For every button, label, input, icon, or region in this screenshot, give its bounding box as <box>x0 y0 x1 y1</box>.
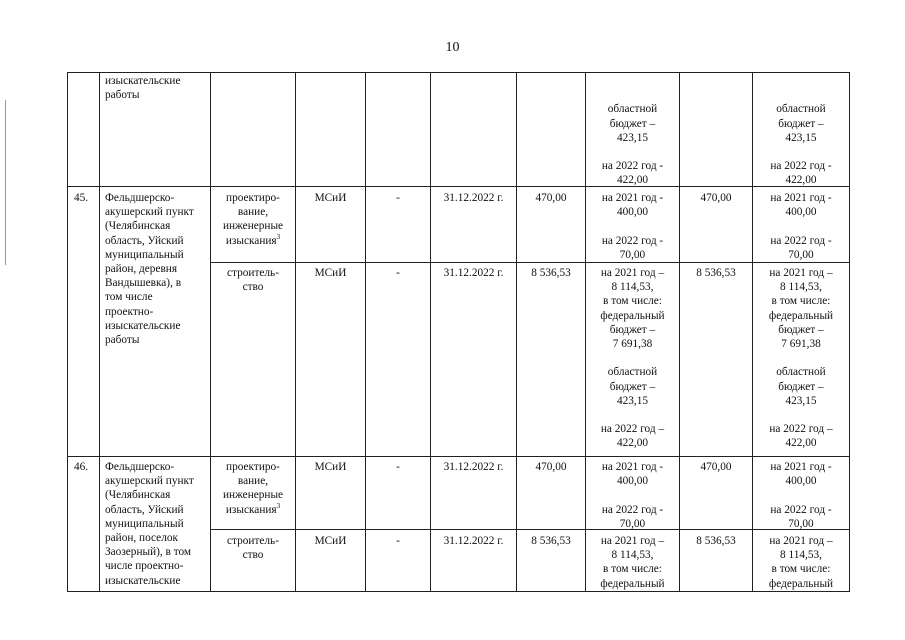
responsible-46-design: МСиИ <box>314 461 347 473</box>
financing-45-design: на 2021 год - 400,00 на 2022 год - 70,00 <box>601 192 664 261</box>
row-number-45: 45. <box>74 192 89 204</box>
footnote-marker: 3 <box>276 501 281 510</box>
col-line-5 <box>365 72 366 592</box>
work-type-label: проектиро- вание, инженерные изыскания <box>222 461 284 516</box>
work-type-45-construction: строитель- ство <box>227 267 279 294</box>
limit-detail-46-construction: на 2021 год – 8 114,53, в том числе: федеральный <box>768 535 834 590</box>
deadline-46-construction: 31.12.2022 г. <box>443 535 504 547</box>
col-line-11 <box>849 72 850 592</box>
col-line-7 <box>516 72 517 592</box>
responsible-45-construction: МСиИ <box>314 267 347 279</box>
limit-detail-46-design: на 2021 год - 400,00 на 2022 год - 70,00 <box>770 461 832 530</box>
financing-45-construction: на 2021 год – 8 114,53, в том числе: федеральный бюджет – 7 691,38 областной бюджет – 423,15 на 2022 год – 422,00 <box>600 267 665 450</box>
limit-45-construction: 8 536,53 <box>696 267 736 279</box>
col-line-9 <box>679 72 680 592</box>
financing-46-construction: на 2021 год – 8 114,53, в том числе: федеральный <box>600 535 665 590</box>
continuation-financing-cell: областной бюджет – 423,15 на 2022 год - 422,00 <box>601 103 664 187</box>
table-bottom-border <box>67 591 850 592</box>
stage-separator-45 <box>210 262 850 263</box>
object-name-45: Фельдшерско- акушерский пункт (Челябинская область, Уйский муниципальный район, деревня Вандышевка), в том числе проектно- изыскательские работы <box>105 192 194 347</box>
work-type-46-design <box>211 460 295 517</box>
limit-46-design: 470,00 <box>700 461 732 473</box>
continuation-limit-detail-cell: областной бюджет – 423,15 на 2022 год - 422,00 <box>770 103 832 187</box>
dash-46-design: - <box>396 461 400 473</box>
continuation-object-cell: изыскательские работы <box>105 75 181 102</box>
dash-45-construction: - <box>396 267 400 279</box>
cost-45-construction: 8 536,53 <box>531 267 571 279</box>
limit-45-design: 470,00 <box>700 192 732 204</box>
col-line-4 <box>295 72 296 592</box>
limit-46-construction: 8 536,53 <box>696 535 736 547</box>
deadline-46-design: 31.12.2022 г. <box>443 461 504 473</box>
col-line-6 <box>430 72 431 592</box>
limit-detail-45-design: на 2021 год - 400,00 на 2022 год - 70,00 <box>770 192 832 261</box>
footnote-marker: 3 <box>276 232 281 241</box>
dash-46-construction: - <box>396 535 400 547</box>
limit-detail-45-construction: на 2021 год – 8 114,53, в том числе: федеральный бюджет – 7 691,38 областной бюджет – 423,15 на 2022 год – 422,00 <box>768 267 834 450</box>
scan-edge-mark <box>5 100 6 265</box>
work-type-45-design <box>211 191 295 248</box>
responsible-45-design: МСиИ <box>314 192 347 204</box>
responsible-46-construction: МСиИ <box>314 535 347 547</box>
page-number: 10 <box>445 40 460 55</box>
deadline-45-design: 31.12.2022 г. <box>443 192 504 204</box>
dash-45-design: - <box>396 192 400 204</box>
work-type-46-construction: строитель- ство <box>227 535 279 562</box>
table-top-border <box>67 72 850 73</box>
object-name-46: Фельдшерско- акушерский пункт (Челябинская область, Уйский муниципальный район, поселок Заозерный), в том числе проектно- изыскательские <box>105 461 194 587</box>
col-line-1 <box>67 72 68 592</box>
col-line-2 <box>99 72 100 592</box>
row-separator-45 <box>67 186 850 187</box>
row-separator-46 <box>67 456 850 457</box>
deadline-45-construction: 31.12.2022 г. <box>443 267 504 279</box>
row-number-46: 46. <box>74 461 89 473</box>
financing-46-design: на 2021 год - 400,00 на 2022 год - 70,00 <box>601 461 664 530</box>
cost-45-design: 470,00 <box>535 192 567 204</box>
cost-46-construction: 8 536,53 <box>531 535 571 547</box>
cost-46-design: 470,00 <box>535 461 567 473</box>
work-type-label: проектиро- вание, инженерные изыскания <box>222 192 284 247</box>
